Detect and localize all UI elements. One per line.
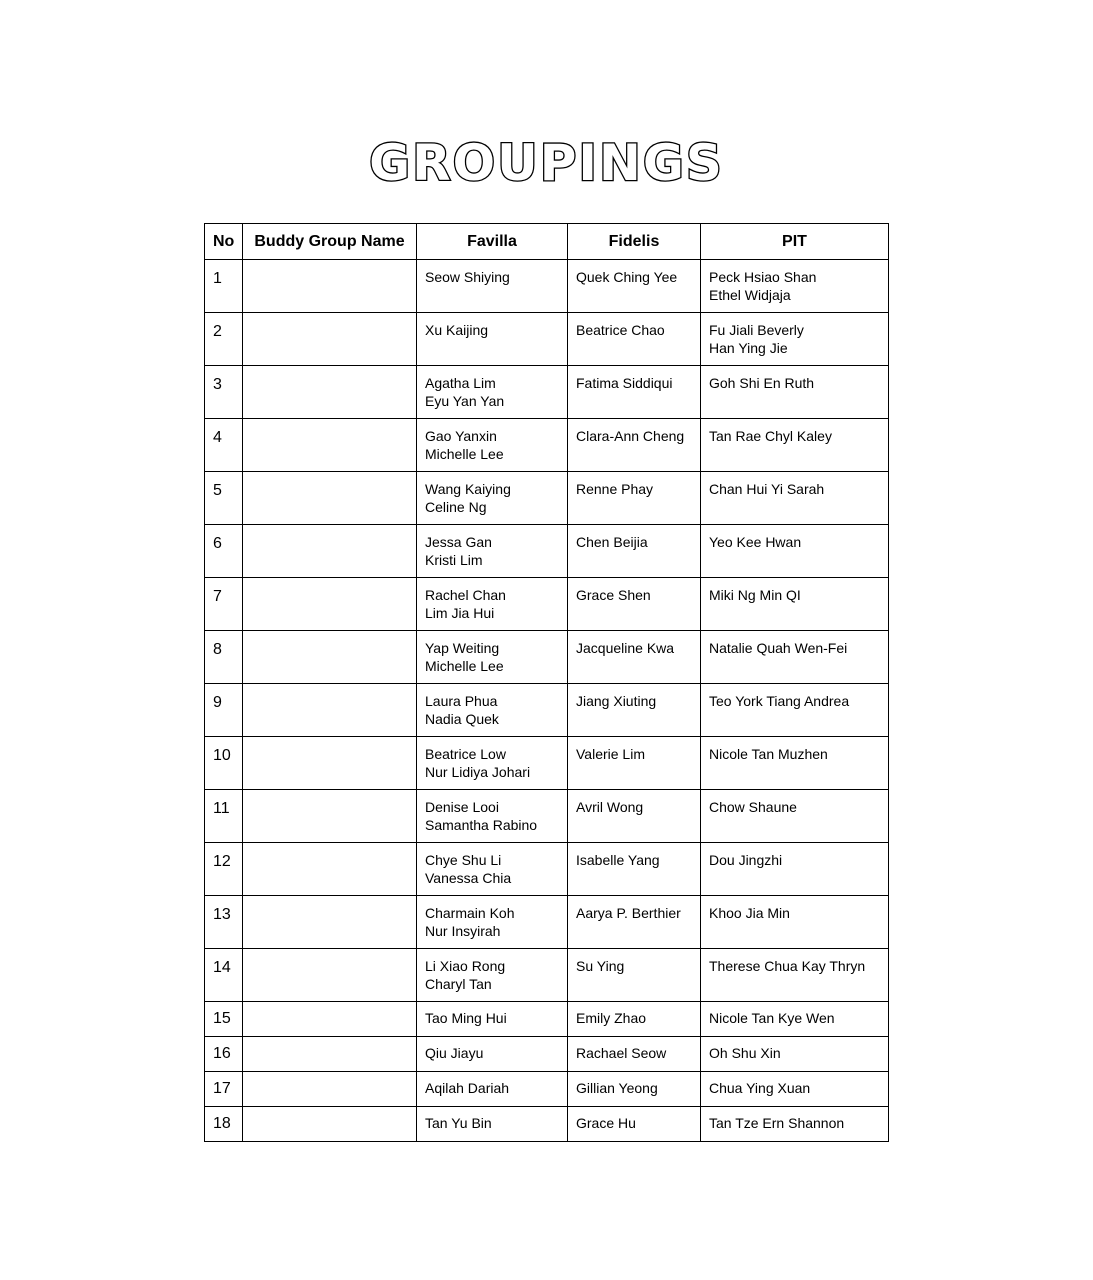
buddy-group-name-cell (243, 631, 417, 684)
table-row (205, 1002, 889, 1037)
favilla-cell (417, 260, 568, 313)
buddy-group-name-cell (243, 578, 417, 631)
pit-cell (701, 1002, 889, 1037)
fidelis-member-name: Quek Ching Yee (576, 269, 678, 285)
favilla-member-name: Aqilah Dariah (425, 1080, 510, 1096)
favilla-cell (417, 684, 568, 737)
buddy-group-name-cell (243, 896, 417, 949)
table-row (205, 313, 889, 366)
row-number: 5 (205, 472, 243, 525)
favilla-cell (417, 366, 568, 419)
pit-member-name: Tan Rae Chyl Kaley (709, 428, 832, 444)
favilla-member-name: Jessa Gan (425, 534, 492, 550)
favilla-cell (417, 419, 568, 472)
favilla-member-name: Nadia Quek (425, 711, 499, 727)
buddy-group-name-cell (243, 1107, 417, 1142)
fidelis-member-name: Emily Zhao (576, 1010, 647, 1026)
row-number: 17 (205, 1072, 243, 1107)
pit-cell (701, 260, 889, 313)
pit-member-name: Nicole Tan Kye Wen (709, 1010, 835, 1026)
favilla-member-name: Nur Insyirah (425, 923, 501, 939)
buddy-group-name-cell (243, 525, 417, 578)
favilla-member-name: Wang Kaiying (425, 481, 511, 497)
fidelis-cell (568, 1037, 701, 1072)
buddy-group-name-cell (243, 1002, 417, 1037)
fidelis-cell (568, 525, 701, 578)
favilla-member-name: Yap Weiting (425, 640, 500, 656)
pit-member-name: Chua Ying Xuan (709, 1080, 811, 1096)
buddy-group-name-cell (243, 684, 417, 737)
favilla-cell (417, 896, 568, 949)
fidelis-cell (568, 1072, 701, 1107)
pit-cell (701, 419, 889, 472)
table-row (205, 1072, 889, 1107)
fidelis-member-name: Fatima Siddiqui (576, 375, 673, 391)
favilla-member-name: Seow Shiying (425, 269, 510, 285)
row-number: 7 (205, 578, 243, 631)
favilla-cell (417, 313, 568, 366)
favilla-member-name: Gao Yanxin (425, 428, 497, 444)
buddy-group-name-cell (243, 472, 417, 525)
table-row (205, 790, 889, 843)
fidelis-member-name: Isabelle Yang (576, 852, 660, 868)
fidelis-member-name: Chen Beijia (576, 534, 648, 550)
pit-cell (701, 313, 889, 366)
favilla-member-name: Vanessa Chia (425, 870, 512, 886)
favilla-member-name: Celine Ng (425, 499, 487, 515)
title-container (0, 134, 1093, 192)
row-number: 14 (205, 949, 243, 1002)
row-number: 9 (205, 684, 243, 737)
fidelis-member-name: Su Ying (576, 958, 625, 974)
row-number: 16 (205, 1037, 243, 1072)
favilla-member-name: Samantha Rabino (425, 817, 538, 833)
pit-member-name: Goh Shi En Ruth (709, 375, 815, 391)
pit-member-name: Natalie Quah Wen-Fei (709, 640, 848, 656)
favilla-member-name: Kristi Lim (425, 552, 483, 568)
pit-member-name: Teo York Tiang Andrea (709, 693, 850, 709)
favilla-member-name: Qiu Jiayu (425, 1045, 484, 1061)
table-row (205, 843, 889, 896)
table-row (205, 896, 889, 949)
fidelis-member-name: Aarya P. Berthier (576, 905, 681, 921)
buddy-group-name-cell (243, 737, 417, 790)
favilla-member-name: Lim Jia Hui (425, 605, 495, 621)
table-row (205, 525, 889, 578)
row-number: 8 (205, 631, 243, 684)
row-number: 1 (205, 260, 243, 313)
buddy-group-name-cell (243, 419, 417, 472)
favilla-member-name: Beatrice Low (425, 746, 506, 762)
favilla-cell (417, 1072, 568, 1107)
favilla-member-name: Nur Lidiya Johari (425, 764, 531, 780)
row-number: 10 (205, 737, 243, 790)
favilla-cell (417, 525, 568, 578)
buddy-group-name-cell (243, 313, 417, 366)
pit-cell (701, 578, 889, 631)
favilla-cell (417, 790, 568, 843)
header-favilla: Favilla (417, 224, 568, 260)
row-number: 6 (205, 525, 243, 578)
row-number: 15 (205, 1002, 243, 1037)
pit-cell (701, 843, 889, 896)
favilla-cell (417, 949, 568, 1002)
buddy-group-name-cell (243, 1037, 417, 1072)
favilla-member-name: Xu Kaijing (425, 322, 489, 338)
pit-member-name: Peck Hsiao Shan (709, 269, 817, 285)
buddy-group-name-cell (243, 790, 417, 843)
row-number: 11 (205, 790, 243, 843)
favilla-cell (417, 737, 568, 790)
favilla-member-name: Charyl Tan (425, 976, 492, 992)
pit-member-name: Dou Jingzhi (709, 852, 783, 868)
fidelis-member-name: Grace Shen (576, 587, 651, 603)
buddy-group-name-cell (243, 843, 417, 896)
fidelis-cell (568, 631, 701, 684)
pit-cell (701, 684, 889, 737)
pit-cell (701, 790, 889, 843)
fidelis-cell (568, 843, 701, 896)
pit-cell (701, 525, 889, 578)
buddy-group-name-cell (243, 1072, 417, 1107)
row-number: 18 (205, 1107, 243, 1142)
favilla-cell (417, 1107, 568, 1142)
table-row (205, 419, 889, 472)
fidelis-cell (568, 578, 701, 631)
pit-cell (701, 1107, 889, 1142)
favilla-cell (417, 1037, 568, 1072)
favilla-member-name: Rachel Chan (425, 587, 506, 603)
pit-member-name: Therese Chua Kay Thryn (709, 958, 866, 974)
pit-cell (701, 896, 889, 949)
favilla-cell (417, 843, 568, 896)
fidelis-member-name: Avril Wong (576, 799, 644, 815)
fidelis-cell (568, 260, 701, 313)
favilla-member-name: Li Xiao Rong (425, 958, 506, 974)
pit-member-name: Han Ying Jie (709, 340, 788, 356)
table-body (205, 260, 889, 1142)
table-row (205, 472, 889, 525)
header-buddy-group-name: Buddy Group Name (243, 224, 417, 260)
favilla-member-name: Tao Ming Hui (425, 1010, 507, 1026)
fidelis-cell (568, 1107, 701, 1142)
favilla-member-name: Michelle Lee (425, 658, 504, 674)
table-row (205, 631, 889, 684)
table-row (205, 949, 889, 1002)
fidelis-cell (568, 896, 701, 949)
favilla-cell (417, 631, 568, 684)
fidelis-cell (568, 737, 701, 790)
fidelis-cell (568, 1002, 701, 1037)
buddy-group-name-cell (243, 260, 417, 313)
pit-member-name: Oh Shu Xin (709, 1045, 781, 1061)
pit-member-name: Chow Shaune (709, 799, 797, 815)
header-pit: PIT (701, 224, 889, 260)
buddy-group-name-cell (243, 366, 417, 419)
fidelis-member-name: Gillian Yeong (576, 1080, 658, 1096)
table-header-row (205, 224, 889, 260)
row-number: 2 (205, 313, 243, 366)
fidelis-cell (568, 419, 701, 472)
fidelis-cell (568, 684, 701, 737)
pit-member-name: Tan Tze Ern Shannon (709, 1115, 845, 1131)
fidelis-cell (568, 313, 701, 366)
table-row (205, 366, 889, 419)
pit-cell (701, 366, 889, 419)
favilla-member-name: Tan Yu Bin (425, 1115, 492, 1131)
fidelis-cell (568, 472, 701, 525)
fidelis-member-name: Valerie Lim (576, 746, 645, 762)
fidelis-cell (568, 366, 701, 419)
favilla-member-name: Denise Looi (425, 799, 499, 815)
table-row (205, 578, 889, 631)
pit-cell (701, 472, 889, 525)
favilla-member-name: Eyu Yan Yan (425, 393, 505, 409)
favilla-cell (417, 578, 568, 631)
fidelis-member-name: Jacqueline Kwa (576, 640, 675, 656)
favilla-cell (417, 1002, 568, 1037)
fidelis-member-name: Rachael Seow (576, 1045, 667, 1061)
favilla-member-name: Laura Phua (425, 693, 498, 709)
table-row (205, 1037, 889, 1072)
fidelis-member-name: Renne Phay (576, 481, 654, 497)
favilla-member-name: Agatha Lim (425, 375, 496, 391)
row-number: 13 (205, 896, 243, 949)
table-row (205, 260, 889, 313)
pit-cell (701, 737, 889, 790)
pit-member-name: Ethel Widjaja (709, 287, 791, 303)
fidelis-cell (568, 790, 701, 843)
pit-cell (701, 1037, 889, 1072)
table-row (205, 1107, 889, 1142)
pit-cell (701, 949, 889, 1002)
row-number: 12 (205, 843, 243, 896)
pit-member-name: Khoo Jia Min (709, 905, 790, 921)
groupings-table (204, 223, 889, 1142)
favilla-member-name: Charmain Koh (425, 905, 515, 921)
fidelis-member-name: Beatrice Chao (576, 322, 665, 338)
pit-member-name: Miki Ng Min QI (709, 587, 801, 603)
fidelis-member-name: Clara-Ann Cheng (576, 428, 685, 444)
pit-cell (701, 631, 889, 684)
pit-cell (701, 1072, 889, 1107)
table-row (205, 737, 889, 790)
pit-member-name: Yeo Kee Hwan (709, 534, 802, 550)
row-number: 4 (205, 419, 243, 472)
favilla-member-name: Chye Shu Li (425, 852, 502, 868)
pit-member-name: Nicole Tan Muzhen (709, 746, 828, 762)
fidelis-cell (568, 949, 701, 1002)
favilla-cell (417, 472, 568, 525)
header-no: No (205, 224, 243, 260)
buddy-group-name-cell (243, 949, 417, 1002)
page-title: GROUPINGS (369, 134, 724, 192)
pit-member-name: Fu Jiali Beverly (709, 322, 804, 338)
favilla-member-name: Michelle Lee (425, 446, 504, 462)
table-row (205, 684, 889, 737)
fidelis-member-name: Jiang Xiuting (576, 693, 657, 709)
fidelis-member-name: Grace Hu (576, 1115, 636, 1131)
row-number: 3 (205, 366, 243, 419)
pit-member-name: Chan Hui Yi Sarah (709, 481, 825, 497)
header-fidelis: Fidelis (568, 224, 701, 260)
